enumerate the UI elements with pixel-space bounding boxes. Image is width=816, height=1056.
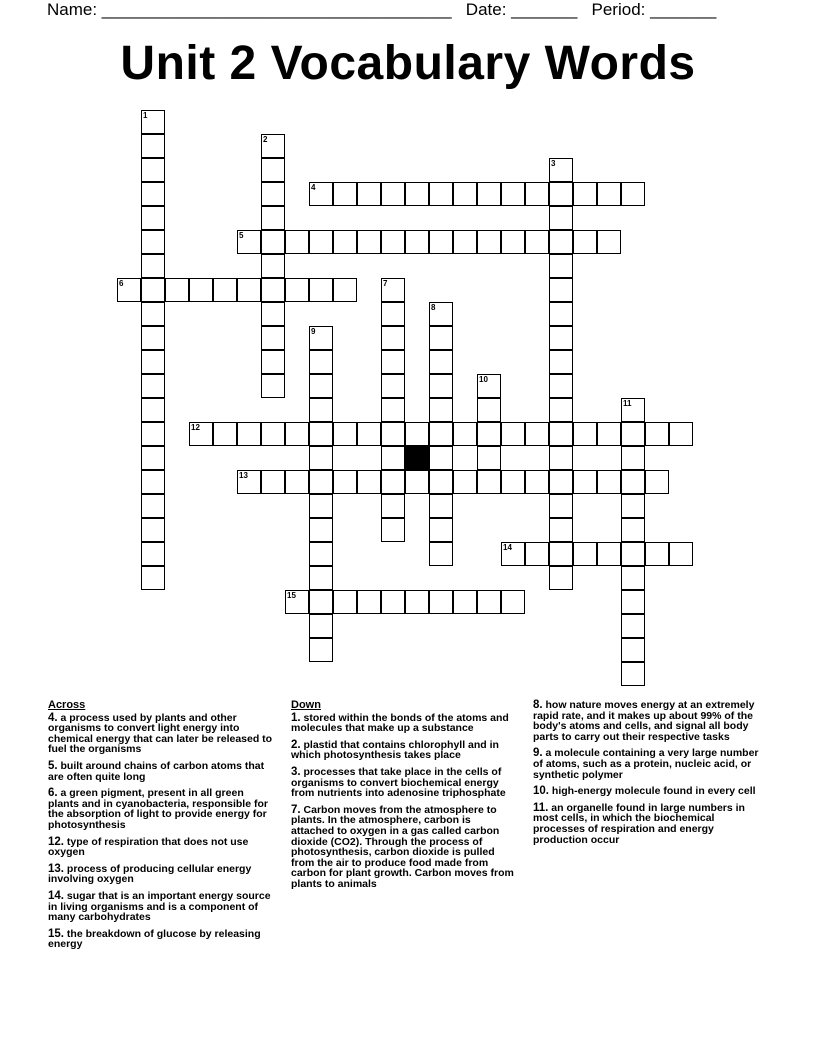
crossword-cell[interactable] [213,278,237,302]
crossword-cell[interactable] [285,470,309,494]
crossword-cell[interactable] [285,278,309,302]
clue-number: 1 [143,111,148,120]
crossword-cell[interactable] [525,230,549,254]
clue-number: 5 [239,231,244,240]
crossword-cell[interactable] [309,326,333,350]
crossword-cell[interactable] [333,278,357,302]
crossword-cell[interactable] [357,470,381,494]
crossword-cell[interactable] [309,398,333,422]
crossword-cell[interactable] [237,470,261,494]
crossword-cell[interactable] [261,302,285,326]
crossword-cell[interactable] [501,542,525,566]
crossword-cell[interactable] [261,326,285,350]
crossword-cell[interactable] [117,278,141,302]
clue-across-13: 13. process of producing cellular energy involving oxygen [48,862,252,886]
crossword-cell[interactable] [549,398,573,422]
crossword-cell[interactable] [165,278,189,302]
crossword-cell[interactable] [453,230,477,254]
crossword-cell[interactable] [549,302,573,326]
crossword-cell[interactable] [549,326,573,350]
clue-across-5: 5. built around chains of carbon atoms that are often quite long [48,759,265,783]
clue-number: 11 [623,399,632,408]
crossword-cell[interactable] [429,326,453,350]
crossword-cell[interactable] [309,638,333,662]
crossword-cell[interactable] [261,254,285,278]
crossword-cell[interactable] [621,566,645,590]
crossword-cell[interactable] [381,302,405,326]
crossword-cell[interactable] [549,470,573,494]
clue-across-12: 12. type of respiration that does not use oxygen [48,835,249,859]
crossword-cell[interactable] [141,518,165,542]
clue-across-4: 4. a process used by plants and other organisms to convert light energy into chemical energy that can later be released to fuel the organisms [48,711,273,756]
clue-number: 2 [263,135,268,144]
clue-number: 13 [239,471,248,480]
crossword-cell[interactable] [429,422,453,446]
crossword-cell[interactable] [477,398,501,422]
crossword-cell[interactable] [549,518,573,542]
crossword-cell[interactable] [573,230,597,254]
crossword-cell[interactable] [405,590,429,614]
crossword-cell[interactable] [645,470,669,494]
clue-number: 12 [191,423,200,432]
crossword-cell[interactable] [573,422,597,446]
crossword-cell[interactable] [381,398,405,422]
clue-down-11: 11. an organelle found in large numbers in most cells, in which the biochemical processes of respiration and energy production occur [533,801,745,846]
crossword-cell[interactable] [429,350,453,374]
crossword-cell[interactable] [525,542,549,566]
crossword-cell[interactable] [381,350,405,374]
crossword-cell[interactable] [453,422,477,446]
crossword-cell[interactable] [309,614,333,638]
down-heading: Down [291,699,321,711]
crossword-cell[interactable] [141,230,165,254]
crossword-cell[interactable] [429,230,453,254]
clue-across-6: 6. a green pigment, present in all green plants and in cyanobacteria, responsible for the absorption of light to provide energy for photosynthesis [48,787,268,831]
clue-down-2: 2. plastid that contains chlorophyll and in which photosynthesis takes place [291,738,499,762]
crossword-cell[interactable] [141,446,165,470]
crossword-cell[interactable] [597,542,621,566]
crossword-cell[interactable] [309,590,333,614]
date-label: Date: [465,0,512,19]
crossword-cell[interactable] [261,350,285,374]
crossword-cell[interactable] [141,470,165,494]
crossword-cell[interactable] [429,470,453,494]
crossword-cell[interactable] [501,182,525,206]
crossword-cell[interactable] [141,302,165,326]
crossword-cell[interactable] [429,446,453,470]
crossword-cell[interactable] [237,230,261,254]
crossword-cell[interactable] [141,134,165,158]
crossword-cell[interactable] [549,494,573,518]
crossword-cell[interactable] [429,494,453,518]
crossword-cell[interactable] [285,590,309,614]
clue-number: 9 [311,327,316,336]
crossword-cell[interactable] [333,470,357,494]
crossword-cell[interactable] [309,182,333,206]
crossword-cell[interactable] [477,374,501,398]
crossword-cell[interactable] [429,542,453,566]
crossword-cell[interactable] [453,182,477,206]
crossword-cell[interactable] [309,350,333,374]
crossword-cell[interactable] [477,446,501,470]
clue-number: 8 [431,303,436,312]
clue-down-9: 9. a molecule containing a very large number of atoms, such as a protein, nucleic acid, or synthetic polymer [533,747,759,781]
crossword-cell[interactable] [645,542,669,566]
crossword-cell[interactable] [525,422,549,446]
crossword-cell[interactable] [237,422,261,446]
clue-down-7: 7. Carbon moves from the atmosphere to plants. In the atmosphere, carbon is attached to oxygen in a gas called carbon dioxide (CO2). Through the process of photosynthesis, carbon dioxide is pulled from the air to produce food made from carbon for plant growth. Carbon moves from plants to animals [291,803,514,890]
crossword-cell[interactable] [429,398,453,422]
clue-number: 15 [287,591,296,600]
crossword-cell[interactable] [621,182,645,206]
crossword-cell[interactable] [429,590,453,614]
crossword-cell[interactable] [189,422,213,446]
crossword-cell[interactable] [333,230,357,254]
crossword-cell[interactable] [381,446,405,470]
crossword-cell[interactable] [597,470,621,494]
clue-down-1: 1. stored within the bonds of the atoms and molecules that make up a substance [291,711,509,735]
down-clues-continued [533,700,765,851]
crossword-cell[interactable] [189,278,213,302]
crossword-cell[interactable] [573,542,597,566]
crossword-cell[interactable] [141,494,165,518]
crossword-cell[interactable] [453,590,477,614]
crossword-cell[interactable] [573,182,597,206]
crossword-cell[interactable] [645,422,669,446]
crossword-cell[interactable] [261,158,285,182]
crossword-cell[interactable] [309,494,333,518]
crossword-cell[interactable] [621,494,645,518]
crossword-cell[interactable] [309,446,333,470]
clue-number: 10 [479,375,488,384]
crossword-cell[interactable] [357,422,381,446]
clue-down-8: 8. how nature moves energy at an extremely rapid rate, and it makes up about 99% of the body's atoms and cells, and signal all body parts to carry out their respective tasks [533,699,755,743]
crossword-cell[interactable] [357,230,381,254]
crossword-cell[interactable] [381,518,405,542]
crossword-cell[interactable] [381,278,405,302]
crossword-cell[interactable] [141,110,165,134]
crossword-cell[interactable] [261,374,285,398]
across-heading: Across [48,699,86,711]
crossword-cell[interactable] [141,374,165,398]
date-blank[interactable]: _______ [511,0,578,19]
crossword-cell[interactable] [381,470,405,494]
clue-down-10: 10. high-energy molecule found in every cell [533,785,756,798]
crossword-cell[interactable] [213,422,237,446]
crossword-cell[interactable] [141,254,165,278]
crossword-cell[interactable] [141,326,165,350]
crossword-cell[interactable] [309,230,333,254]
crossword-cell[interactable] [141,182,165,206]
name-blank[interactable]: _____________________________________ [101,0,452,19]
crossword-cell[interactable] [333,590,357,614]
crossword-cell[interactable] [597,230,621,254]
crossword-cell[interactable] [357,182,381,206]
crossword-cell[interactable] [525,470,549,494]
crossword-cell[interactable] [237,278,261,302]
crossword-cell[interactable] [405,470,429,494]
crossword-cell[interactable] [429,374,453,398]
crossword-cell[interactable] [261,206,285,230]
blocked-cell [405,446,429,470]
crossword-cell[interactable] [333,422,357,446]
crossword-cell[interactable] [261,470,285,494]
period-blank[interactable]: _______ [650,0,717,19]
crossword-cell[interactable] [381,326,405,350]
clue-number: 7 [383,279,388,288]
crossword-cell[interactable] [261,230,285,254]
clue-number: 4 [311,183,316,192]
clue-across-14: 14. sugar that is an important energy source in living organisms and is a component of many carbohydrates [48,889,271,924]
crossword-cell[interactable] [381,590,405,614]
crossword-cell[interactable] [429,182,453,206]
crossword-cell[interactable] [429,518,453,542]
crossword-cell[interactable] [549,182,573,206]
crossword-cell[interactable] [285,422,309,446]
crossword-cell[interactable] [261,182,285,206]
crossword-cell[interactable] [621,542,645,566]
crossword-cell[interactable] [597,182,621,206]
crossword-cell[interactable] [549,374,573,398]
crossword-cell[interactable] [549,230,573,254]
crossword-cell[interactable] [309,542,333,566]
crossword-cell[interactable] [309,278,333,302]
crossword-cell[interactable] [477,182,501,206]
crossword-cell[interactable] [549,254,573,278]
crossword-cell[interactable] [525,182,549,206]
crossword-cell[interactable] [549,158,573,182]
across-clues [48,700,276,956]
crossword-cell[interactable] [501,470,525,494]
crossword-cell[interactable] [621,614,645,638]
crossword-cell[interactable] [621,662,645,686]
crossword-cell[interactable] [141,206,165,230]
crossword-cell[interactable] [549,278,573,302]
crossword-cell[interactable] [549,446,573,470]
crossword-cell[interactable] [405,422,429,446]
crossword-cell[interactable] [573,470,597,494]
crossword-cell[interactable] [141,158,165,182]
clue-number: 14 [503,543,512,552]
crossword-cell[interactable] [621,422,645,446]
crossword-cell[interactable] [477,230,501,254]
clue-number: 6 [119,279,124,288]
crossword-cell[interactable] [381,230,405,254]
crossword-cell[interactable] [141,542,165,566]
crossword-cell[interactable] [285,230,309,254]
crossword-cell[interactable] [261,134,285,158]
crossword-cell[interactable] [669,542,693,566]
crossword-cell[interactable] [333,182,357,206]
crossword-cell[interactable] [621,446,645,470]
crossword-cell[interactable] [549,350,573,374]
crossword-cell[interactable] [621,398,645,422]
crossword-cell[interactable] [141,566,165,590]
crossword-cell[interactable] [501,230,525,254]
clue-down-3: 3. processes that take place in the cells of organisms to convert biochemical energy from nutrients into adenosine triphosphate [291,765,506,800]
crossword-cell[interactable] [621,590,645,614]
crossword-cell[interactable] [309,470,333,494]
crossword-cell[interactable] [501,422,525,446]
crossword-cell[interactable] [381,494,405,518]
crossword-cell[interactable] [549,422,573,446]
crossword-cell[interactable] [621,518,645,542]
crossword-cell[interactable] [669,422,693,446]
crossword-cell[interactable] [477,470,501,494]
crossword-cell[interactable] [309,374,333,398]
crossword-cell[interactable] [261,422,285,446]
down-clues [291,700,515,896]
crossword-cell[interactable] [549,542,573,566]
crossword-cell[interactable] [381,374,405,398]
crossword-cell[interactable] [141,422,165,446]
crossword-cell[interactable] [309,518,333,542]
clue-number: 3 [551,159,556,168]
crossword-cell[interactable] [477,422,501,446]
crossword-cell[interactable] [309,422,333,446]
crossword-cell[interactable] [597,422,621,446]
page-title: Unit 2 Vocabulary Words [120,37,696,90]
crossword-cell[interactable] [621,638,645,662]
crossword-cell[interactable] [309,566,333,590]
crossword-cell[interactable] [549,206,573,230]
crossword-cell[interactable] [429,302,453,326]
crossword-cell[interactable] [141,350,165,374]
crossword-cell[interactable] [477,590,501,614]
name-label: Name: [47,0,102,19]
crossword-cell[interactable] [381,422,405,446]
crossword-cell[interactable] [549,566,573,590]
crossword-cell[interactable] [357,590,381,614]
crossword-cell[interactable] [261,278,285,302]
crossword-cell[interactable] [381,182,405,206]
period-label: Period: [591,0,651,19]
crossword-cell[interactable] [405,230,429,254]
crossword-cell[interactable] [141,398,165,422]
crossword-cell[interactable] [501,590,525,614]
crossword-cell[interactable] [405,182,429,206]
clue-across-15: 15. the breakdown of glucose by releasing energy [48,927,261,951]
crossword-cell[interactable] [141,278,165,302]
crossword-cell[interactable] [453,470,477,494]
crossword-cell[interactable] [621,470,645,494]
